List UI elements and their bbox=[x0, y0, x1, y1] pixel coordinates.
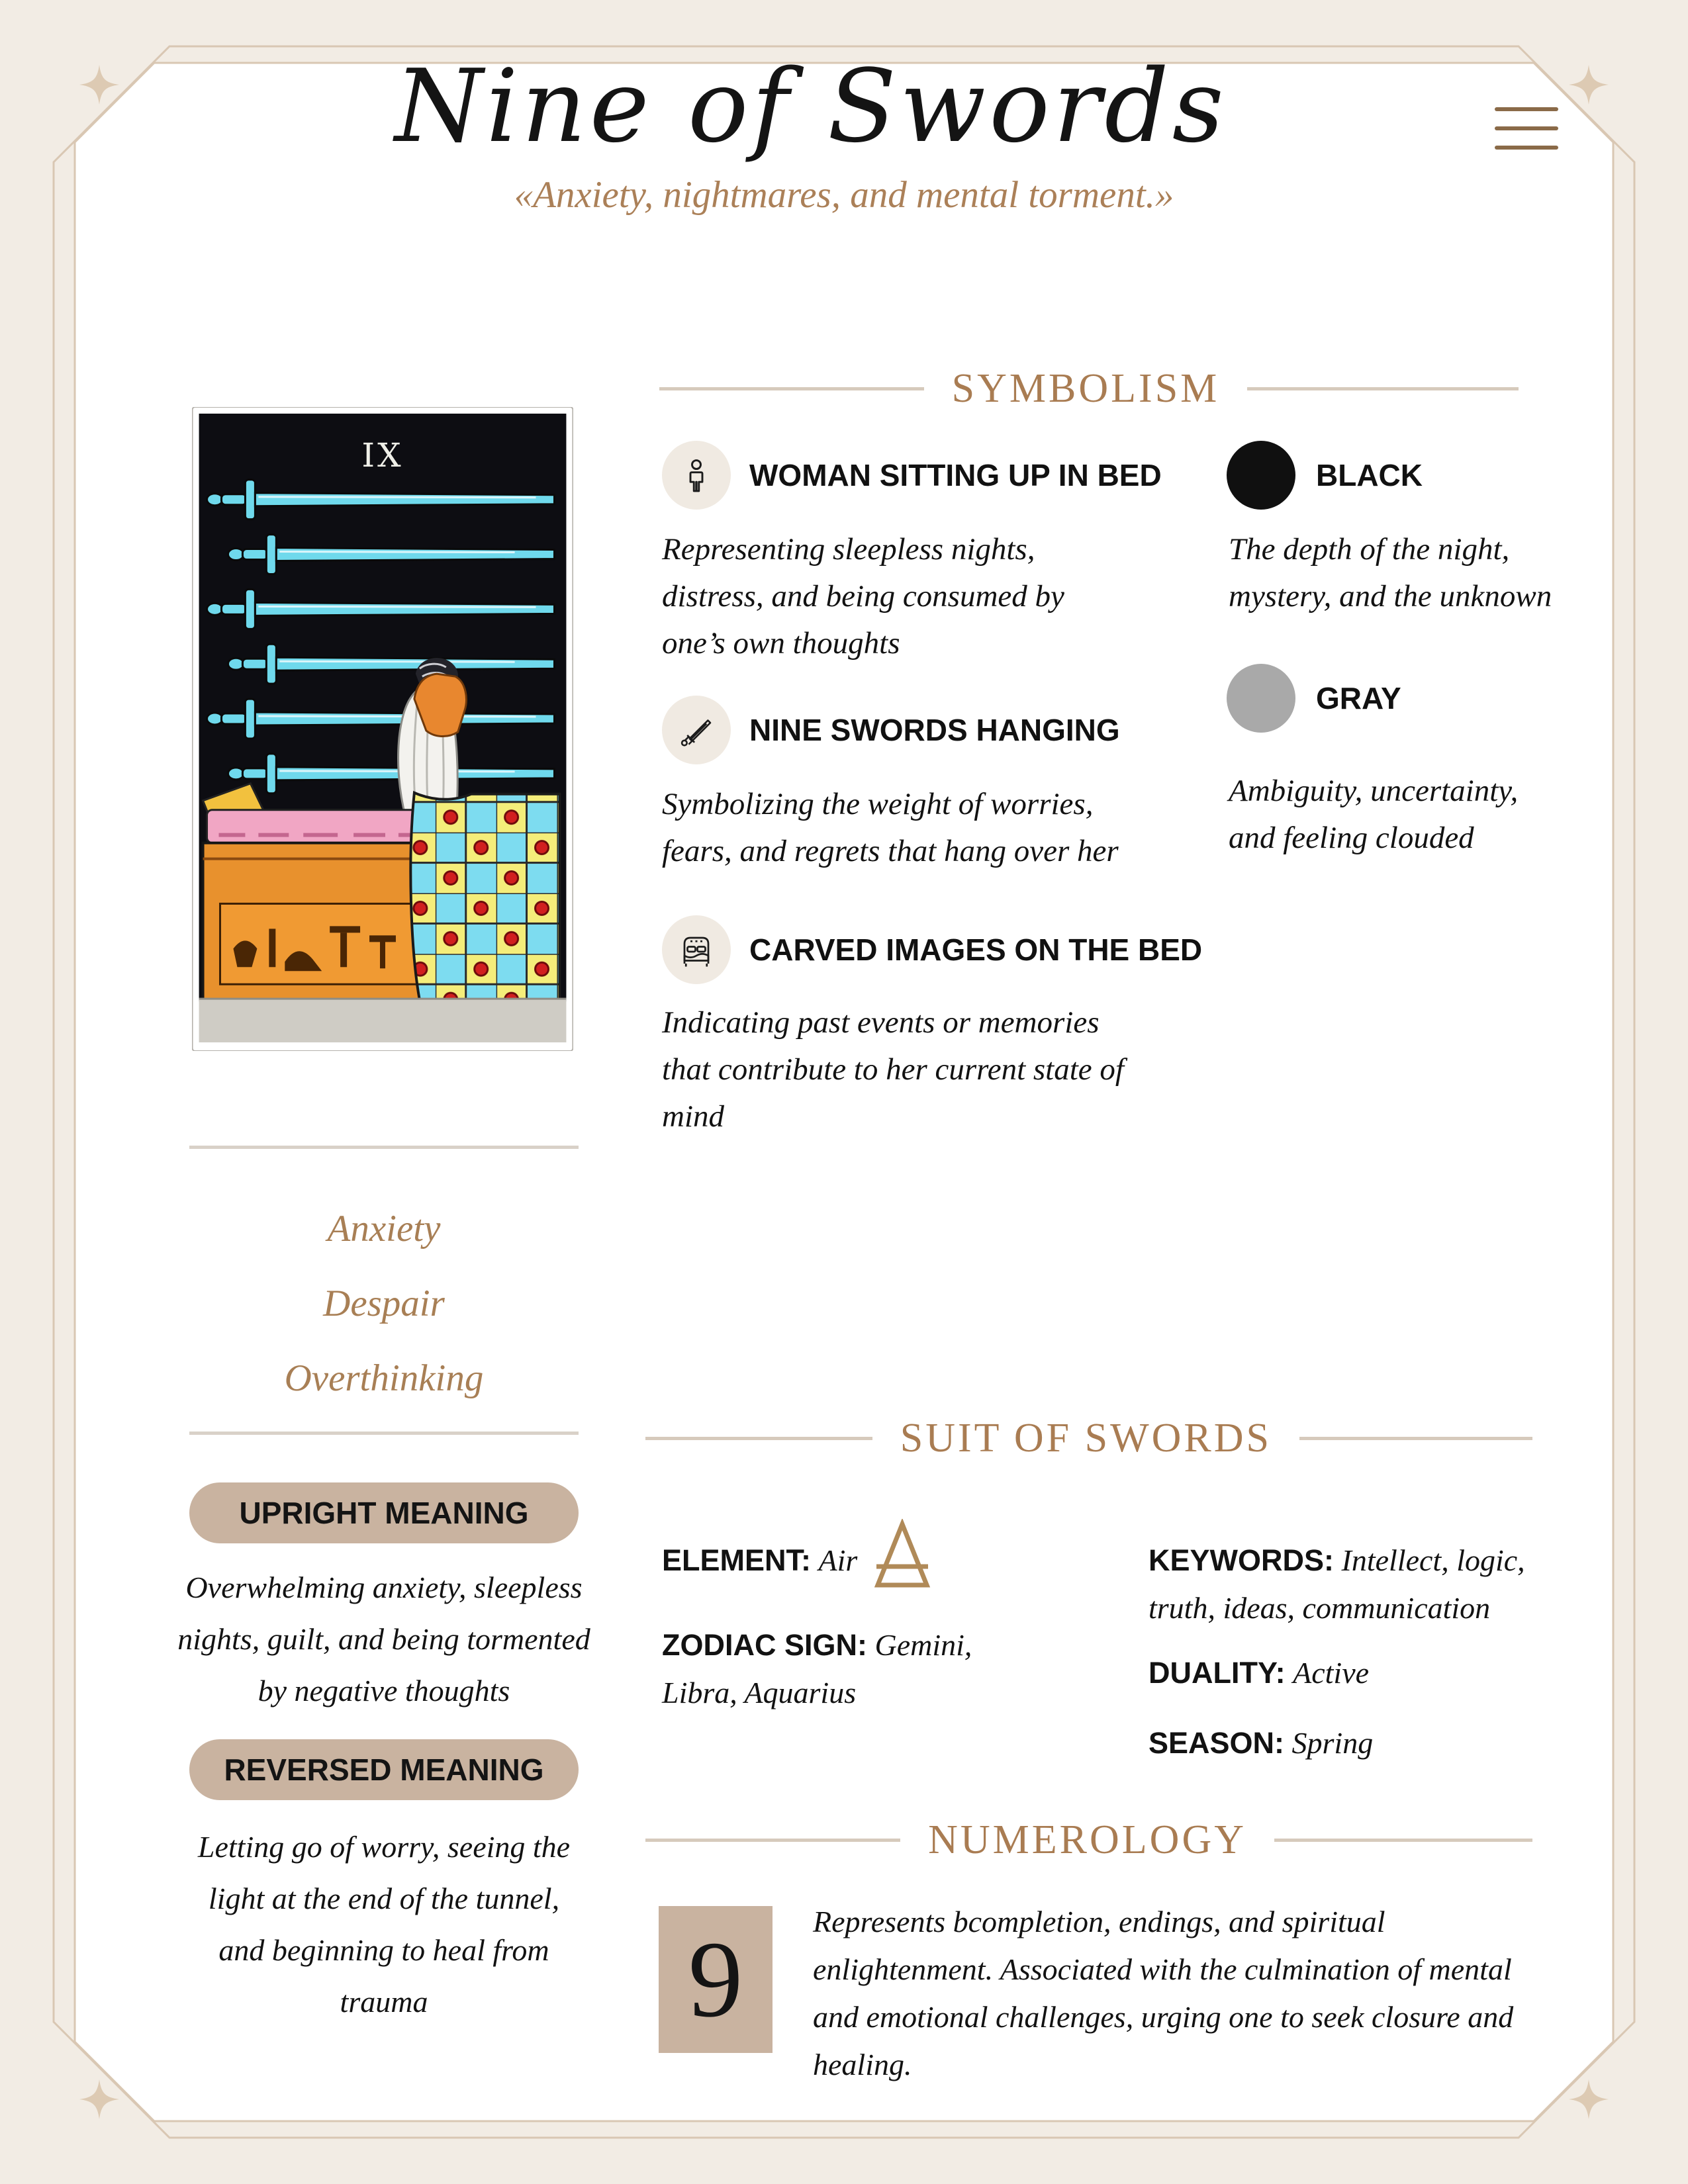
menu-bar bbox=[1495, 126, 1558, 130]
sword-icon bbox=[677, 711, 716, 749]
air-alchemical-symbol bbox=[874, 1519, 931, 1590]
upright-meaning-badge: UPRIGHT MEANING bbox=[189, 1482, 579, 1543]
keywords-row bbox=[1149, 1537, 1552, 1632]
keyword: Anxiety bbox=[327, 1208, 441, 1250]
header-rule bbox=[645, 1839, 900, 1842]
bed bbox=[203, 784, 560, 1003]
tarot-card-image bbox=[192, 407, 573, 1051]
upright-meaning-text: Overwhelming anxiety, sleepless nights, guilt, and being tormented by negative thoughts bbox=[177, 1570, 590, 1707]
keyword: Overthinking bbox=[284, 1357, 484, 1399]
symbol-title: NINE SWORDS HANGING bbox=[749, 713, 1120, 747]
zodiac-row bbox=[662, 1621, 1019, 1717]
floor bbox=[199, 999, 567, 1042]
hamburger-menu-icon[interactable] bbox=[1495, 107, 1558, 150]
keyword: Despair bbox=[323, 1283, 445, 1324]
page-title: Nine of Swords bbox=[395, 48, 1227, 165]
header-rule bbox=[1247, 387, 1519, 390]
color-text: The depth of the night, mystery, and the unknown bbox=[1229, 532, 1552, 614]
section-title: SUIT OF SWORDS bbox=[900, 1416, 1272, 1461]
header-rule bbox=[645, 1437, 872, 1440]
divider bbox=[189, 1146, 579, 1149]
header-rule bbox=[1299, 1437, 1532, 1440]
menu-bar bbox=[1495, 146, 1558, 150]
black-color-swatch bbox=[1227, 441, 1295, 510]
section-title: SYMBOLISM bbox=[951, 366, 1220, 411]
reversed-meaning-badge: REVERSED MEANING bbox=[189, 1739, 579, 1800]
symbol-title: WOMAN SITTING UP IN BED bbox=[749, 458, 1162, 492]
season-row bbox=[1149, 1719, 1373, 1767]
section-title: NUMEROLOGY bbox=[928, 1817, 1246, 1862]
menu-bar bbox=[1495, 107, 1558, 111]
duality-value: Active bbox=[1293, 1656, 1370, 1690]
numerology-text: Represents bcompletion, endings, and spiritual enlightenment. Associated with the culmination of mental and emotional challenges, urging one to seek closure and healing. bbox=[813, 1905, 1514, 2081]
symbolism-header bbox=[645, 365, 1532, 412]
symbol-text: Representing sleepless nights, distress, and being consumed by one’s own thoughts bbox=[662, 532, 1064, 660]
zodiac-value: Gemini, Libra, Aquarius bbox=[662, 1628, 972, 1709]
divider bbox=[189, 1432, 579, 1435]
page-subtitle: «Anxiety, nightmares, and mental torment.» bbox=[514, 174, 1174, 216]
season-value: Spring bbox=[1291, 1726, 1374, 1760]
symbol-chip bbox=[662, 915, 731, 984]
numerology-number: 9 bbox=[659, 1906, 773, 2053]
zodiac-label: ZODIAC SIGN: bbox=[662, 1628, 867, 1662]
symbol-chip bbox=[662, 441, 731, 510]
quilt bbox=[410, 793, 559, 1000]
color-name: BLACK bbox=[1316, 458, 1423, 492]
season-label: SEASON: bbox=[1149, 1726, 1285, 1760]
color-name: GRAY bbox=[1316, 681, 1401, 715]
suit-header bbox=[645, 1415, 1532, 1462]
header-rule bbox=[659, 387, 924, 390]
keywords-label: KEYWORDS: bbox=[1149, 1543, 1334, 1577]
color-text: Ambiguity, uncertainty, and feeling clouded bbox=[1229, 774, 1519, 855]
header-rule bbox=[1274, 1839, 1532, 1842]
sparkle-icon bbox=[1569, 2079, 1609, 2119]
keywords-value: Intellect, logic, truth, ideas, communication bbox=[1149, 1543, 1525, 1625]
symbol-chip bbox=[662, 696, 731, 764]
keyword-list bbox=[152, 1191, 616, 1416]
element-value: Air bbox=[818, 1543, 858, 1577]
numerology-header bbox=[645, 1817, 1532, 1864]
element-label: ELEMENT: bbox=[662, 1543, 811, 1577]
card-numeral: IX bbox=[361, 435, 404, 475]
sparkle-icon bbox=[79, 2079, 119, 2119]
bed-icon bbox=[677, 930, 716, 970]
symbol-text: Indicating past events or memories that contribute to her current state of mind bbox=[662, 1005, 1124, 1134]
duality-row bbox=[1149, 1649, 1369, 1697]
reversed-meaning-text: Letting go of worry, seeing the light at the end of the tunnel, and beginning to heal from trauma bbox=[197, 1830, 571, 2019]
person-icon bbox=[677, 456, 716, 494]
symbol-text: Symbolizing the weight of worries, fears, and regrets that hang over her bbox=[662, 787, 1119, 868]
gray-color-swatch bbox=[1227, 664, 1295, 733]
duality-label: DUALITY: bbox=[1149, 1656, 1286, 1690]
symbol-title: CARVED IMAGES ON THE BED bbox=[749, 933, 1203, 967]
element-row bbox=[662, 1537, 857, 1584]
